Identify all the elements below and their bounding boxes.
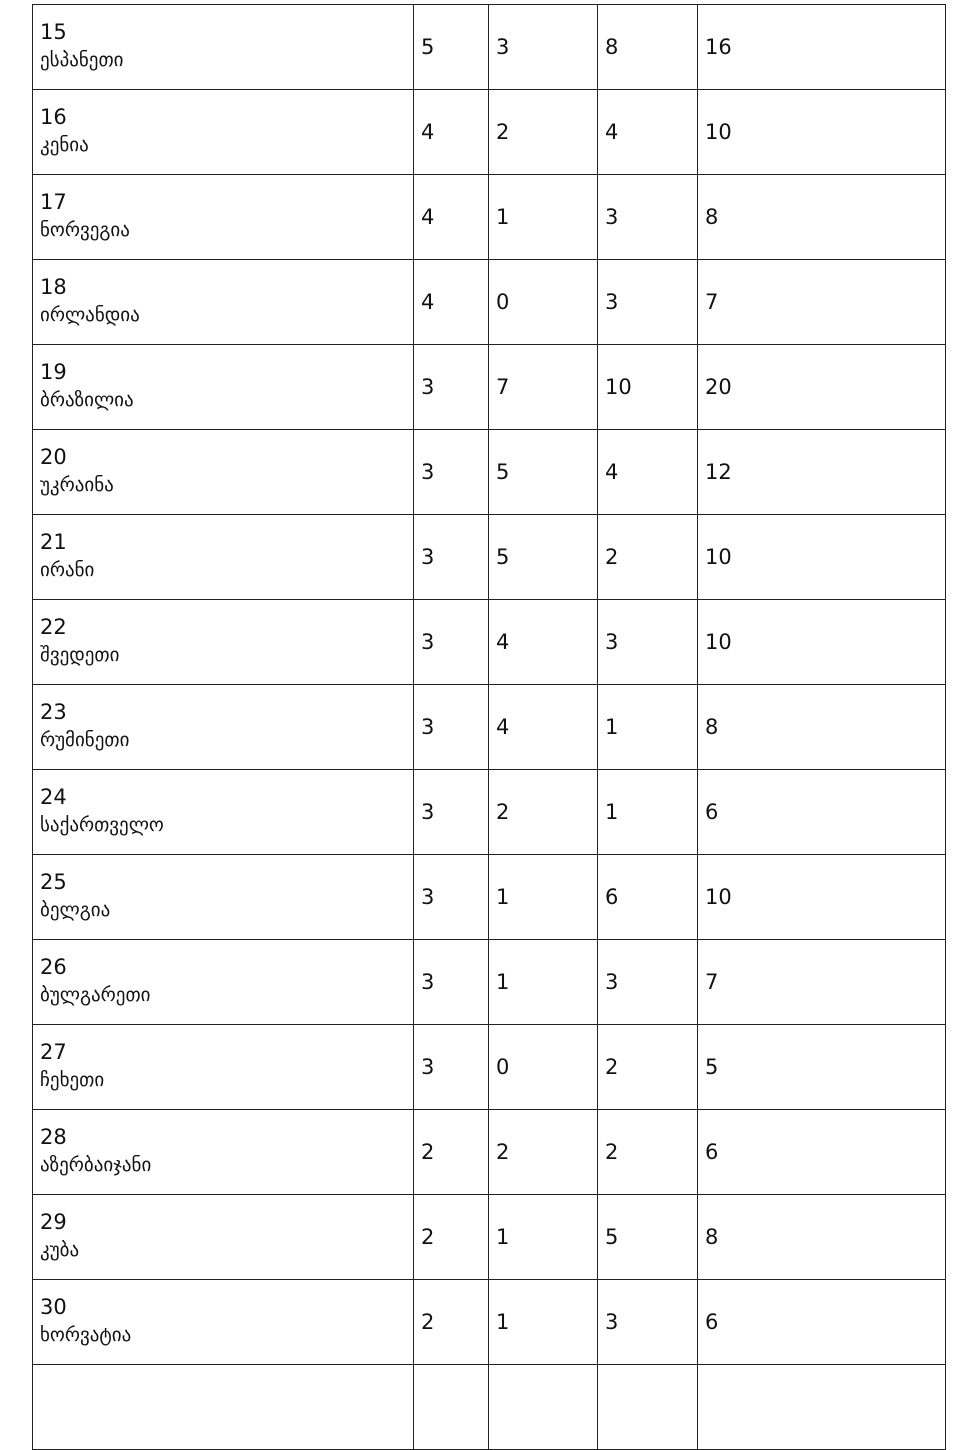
silver-count: 7 <box>489 345 598 430</box>
country-cell <box>33 1195 414 1280</box>
country-name: ნორვეგია <box>40 219 130 241</box>
total-count: 10 <box>698 855 946 940</box>
table-row <box>33 600 946 685</box>
silver-count: 2 <box>489 90 598 175</box>
gold-count: 3 <box>414 855 489 940</box>
gold-count: 5 <box>414 5 489 90</box>
country-name: შვედეთი <box>40 644 120 666</box>
bronze-count: 3 <box>598 175 698 260</box>
silver-count: 1 <box>489 855 598 940</box>
country-name: ხორვატია <box>40 1324 132 1346</box>
country-cell <box>33 515 414 600</box>
bronze-count: 4 <box>598 430 698 515</box>
gold-count: 3 <box>414 1025 489 1110</box>
country-cell <box>33 855 414 940</box>
gold-count: 3 <box>414 515 489 600</box>
total-count: 6 <box>698 1110 946 1195</box>
table-row <box>33 855 946 940</box>
country-cell <box>33 90 414 175</box>
bronze-count: 2 <box>598 515 698 600</box>
gold-count: 2 <box>414 1280 489 1365</box>
silver-count: 3 <box>489 5 598 90</box>
country-cell <box>33 770 414 855</box>
total-count: 16 <box>698 5 946 90</box>
country-name: ბელგია <box>40 899 111 921</box>
gold-count: 3 <box>414 685 489 770</box>
table-row <box>33 940 946 1025</box>
empty-cell <box>698 1365 946 1450</box>
gold-count: 2 <box>414 1110 489 1195</box>
total-count: 8 <box>698 175 946 260</box>
gold-count: 3 <box>414 940 489 1025</box>
total-count: 20 <box>698 345 946 430</box>
country-name: ბრაზილია <box>40 389 134 411</box>
country-cell <box>33 940 414 1025</box>
rank-number: 20 <box>40 445 67 469</box>
bronze-count: 3 <box>598 600 698 685</box>
gold-count: 2 <box>414 1195 489 1280</box>
table-row-partial <box>33 1365 946 1450</box>
empty-cell <box>598 1365 698 1450</box>
gold-count: 4 <box>414 260 489 345</box>
gold-count: 3 <box>414 770 489 855</box>
table-row <box>33 685 946 770</box>
rank-number: 15 <box>40 20 67 44</box>
country-cell <box>33 1025 414 1110</box>
silver-count: 1 <box>489 1280 598 1365</box>
total-count: 7 <box>698 260 946 345</box>
country-cell <box>33 430 414 515</box>
rank-number: 28 <box>40 1125 67 1149</box>
total-count: 10 <box>698 515 946 600</box>
silver-count: 5 <box>489 515 598 600</box>
country-cell <box>33 685 414 770</box>
silver-count: 1 <box>489 175 598 260</box>
rank-number: 24 <box>40 785 67 809</box>
rank-number: 21 <box>40 530 67 554</box>
total-count: 6 <box>698 1280 946 1365</box>
country-cell <box>33 5 414 90</box>
total-count: 10 <box>698 600 946 685</box>
empty-cell <box>414 1365 489 1450</box>
total-count: 5 <box>698 1025 946 1110</box>
table-row <box>33 1195 946 1280</box>
table-row <box>33 770 946 855</box>
bronze-count: 4 <box>598 90 698 175</box>
bronze-count: 3 <box>598 940 698 1025</box>
country-cell <box>33 600 414 685</box>
silver-count: 0 <box>489 260 598 345</box>
table-row <box>33 515 946 600</box>
country-name: კენია <box>40 134 89 156</box>
gold-count: 3 <box>414 430 489 515</box>
rank-number: 23 <box>40 700 67 724</box>
rank-number: 25 <box>40 870 67 894</box>
country-name: რუმინეთი <box>40 729 130 751</box>
country-cell <box>33 345 414 430</box>
country-name: კუბა <box>40 1239 80 1261</box>
gold-count: 4 <box>414 90 489 175</box>
bronze-count: 2 <box>598 1025 698 1110</box>
silver-count: 5 <box>489 430 598 515</box>
rank-number: 27 <box>40 1040 67 1064</box>
table-row <box>33 1025 946 1110</box>
rank-number: 29 <box>40 1210 67 1234</box>
total-count: 7 <box>698 940 946 1025</box>
silver-count: 1 <box>489 1195 598 1280</box>
country-cell <box>33 1110 414 1195</box>
country-cell <box>33 260 414 345</box>
gold-count: 3 <box>414 345 489 430</box>
table-row <box>33 90 946 175</box>
bronze-count: 6 <box>598 855 698 940</box>
total-count: 12 <box>698 430 946 515</box>
gold-count: 3 <box>414 600 489 685</box>
silver-count: 2 <box>489 770 598 855</box>
medal-table-body <box>33 5 946 1450</box>
table-row <box>33 5 946 90</box>
total-count: 6 <box>698 770 946 855</box>
rank-number: 17 <box>40 190 67 214</box>
gold-count: 4 <box>414 175 489 260</box>
empty-cell <box>33 1365 414 1450</box>
total-count: 8 <box>698 685 946 770</box>
silver-count: 4 <box>489 685 598 770</box>
bronze-count: 3 <box>598 260 698 345</box>
country-cell <box>33 1280 414 1365</box>
medal-table-container <box>32 4 945 1450</box>
table-row <box>33 175 946 260</box>
table-row <box>33 1280 946 1365</box>
total-count: 8 <box>698 1195 946 1280</box>
silver-count: 4 <box>489 600 598 685</box>
country-name: ბულგარეთი <box>40 984 151 1006</box>
country-name: ჩეხეთი <box>40 1069 105 1091</box>
country-cell <box>33 175 414 260</box>
rank-number: 19 <box>40 360 67 384</box>
bronze-count: 1 <box>598 685 698 770</box>
bronze-count: 1 <box>598 770 698 855</box>
rank-number: 16 <box>40 105 67 129</box>
total-count: 10 <box>698 90 946 175</box>
bronze-count: 8 <box>598 5 698 90</box>
country-name: ირლანდია <box>40 304 140 326</box>
bronze-count: 10 <box>598 345 698 430</box>
table-row <box>33 260 946 345</box>
table-row <box>33 430 946 515</box>
rank-number: 22 <box>40 615 67 639</box>
table-row <box>33 1110 946 1195</box>
bronze-count: 2 <box>598 1110 698 1195</box>
rank-number: 26 <box>40 955 67 979</box>
bronze-count: 3 <box>598 1280 698 1365</box>
table-row <box>33 345 946 430</box>
medal-table <box>32 4 946 1450</box>
country-name: ირანი <box>40 559 95 581</box>
country-name: საქართველო <box>40 814 164 836</box>
empty-cell <box>489 1365 598 1450</box>
bronze-count: 5 <box>598 1195 698 1280</box>
country-name: აზერბაიჯანი <box>40 1154 152 1176</box>
silver-count: 1 <box>489 940 598 1025</box>
country-name: ესპანეთი <box>40 49 124 71</box>
rank-number: 18 <box>40 275 67 299</box>
rank-number: 30 <box>40 1295 67 1319</box>
country-name: უკრაინა <box>40 474 114 496</box>
silver-count: 0 <box>489 1025 598 1110</box>
silver-count: 2 <box>489 1110 598 1195</box>
